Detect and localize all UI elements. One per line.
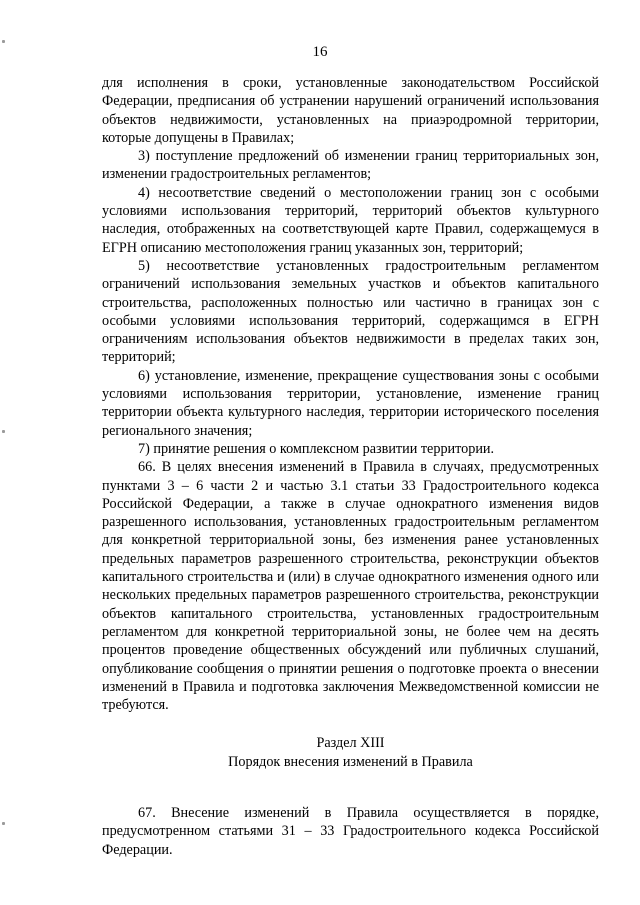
clause-67: 67. Внесение изменений в Правила осуществляется в порядке, предусмотренном статьями 31 – 33 Градостроительного кодекса Российской Федерации. [102, 804, 599, 858]
clause-66: 66. В целях внесения изменений в Правила в случаях, предусмотренных пунктами 3 – 6 части 2 и частью 3.1 статьи 33 Градостроительного кодекса Российской Федерации, а также в случае однократного изменения видов разрешенного использования, установленных градостроительным регламентом для конкретной территориальной зоны, без изменения ранее установленных предельных параметров разрешенного строительства, реконструкции объектов капитального строительства и (или) в случае однократного изменения одного или нескольких предельных параметров разрешенного строительства, реконструкции объектов капитального строительства, установленных градостроительным регламентом для конкретной территориальной зоны, не более чем на десять процентов проведение общественных обсуждений или публичных слушаний, опубликование сообщения о принятии решения о подготовке проекта о внесении изменений в Правила и подготовка заключения Межведомственной комиссии не требуются. [102, 459, 599, 714]
list-item-3: 3) поступление предложений об изменении границ территориальных зон, изменении градостроительных регламентов; [102, 148, 599, 183]
scan-edge-mark [2, 40, 5, 43]
paragraph-continuation: для исполнения в сроки, установленные законодательством Российской Федерации, предписания об устранении нарушений ограничений использования объектов недвижимости, установленных на приаэродромной территории, которые допущены в Правилах; [102, 75, 599, 146]
list-item-6: 6) установление, изменение, прекращение существования зоны с особыми условиями использования территории, установление, изменение границ территории объекта культурного наследия, территории исторического поселения регионального значения; [102, 367, 599, 439]
list-item-4: 4) несоответствие сведений о местоположении границ зон с особыми условиями использования территорий, территорий объектов культурного наследия, отображенных на соответствующей карте Правил, содержащемуся в ЕГРН описанию местоположения границ указанных зон, территорий; [102, 184, 599, 256]
list-item-7: 7) принятие решения о комплексном развитии территории. [138, 440, 495, 457]
document-body [102, 74, 599, 859]
scan-edge-mark [2, 822, 5, 825]
scan-edge-mark [2, 430, 5, 433]
page-number: 16 [312, 44, 328, 60]
section-title: Порядок внесения изменений в Правила [228, 753, 473, 770]
section-number: Раздел XIII [316, 735, 385, 752]
list-item-5: 5) несоответствие установленных градостроительным регламентом ограничений использования земельных участков и объектов капитального строительства, расположенных полностью или частично в границах зон с особыми условиями использования территорий, содержащимся в ЕГРН ограничениям использования объектов недвижимости в пределах таких зон, территорий; [102, 257, 599, 366]
